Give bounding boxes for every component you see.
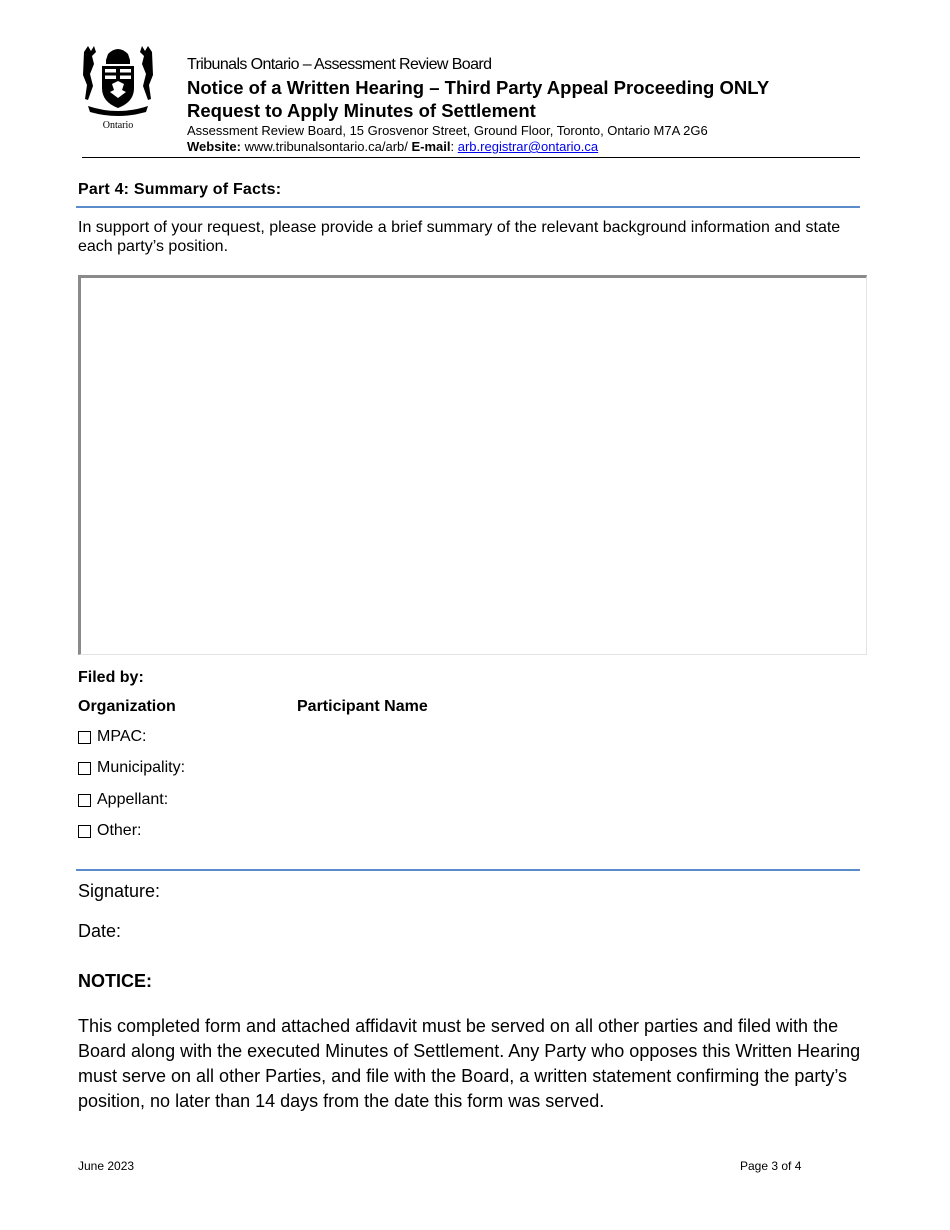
- contact-line: Website: www.tribunalsontario.ca/arb/ E-mail: arb.registrar@ontario.ca: [187, 139, 599, 154]
- form-subtitle: Request to Apply Minutes of Settlement: [187, 100, 536, 121]
- signature-label: Signature:: [78, 881, 161, 901]
- form-title: Notice of a Written Hearing – Third Party Appeal Proceeding ONLY: [187, 77, 770, 98]
- organization-name: Tribunals Ontario – Assessment Review Board: [187, 56, 492, 73]
- notice-heading: NOTICE:: [78, 971, 152, 991]
- checkbox-icon[interactable]: [78, 825, 91, 838]
- section-instructions: In support of your request, please provide a brief summary of the relevant background information and state each party’s position.: [78, 219, 841, 255]
- filed-by-label: Filed by:: [78, 669, 144, 686]
- svg-text:Ontario: Ontario: [102, 120, 134, 131]
- notice-body: This completed form and attached affidavit must be served on all other parties and filed with the Board along with the executed Minutes of Settlement. Any Party who opposes this Written Hearing must serve on all other Parties, and file with the Board, a written statement confirming the party’s position, no later than 14 days from the date this form was served.: [78, 1016, 861, 1111]
- board-address: Assessment Review Board, 15 Grosvenor Street, Ground Floor, Toronto, Ontario M7A 2G6: [187, 123, 708, 138]
- header-divider: [82, 157, 860, 158]
- email-label: E-mail: [411, 139, 451, 154]
- checkbox-icon[interactable]: [78, 762, 91, 775]
- checkbox-municipality[interactable]: [78, 759, 185, 777]
- checkbox-mpac[interactable]: [78, 728, 146, 746]
- email-link[interactable]: arb.registrar@ontario.ca: [457, 139, 599, 154]
- section-heading-part4: Part 4: Summary of Facts:: [78, 181, 282, 198]
- checkbox-other[interactable]: [78, 822, 141, 840]
- section-divider: [76, 206, 860, 208]
- participant-name-column-header: Participant Name: [297, 698, 428, 715]
- checkbox-label: Municipality:: [97, 759, 186, 776]
- website-label: Website:: [187, 139, 241, 154]
- ontario-coat-of-arms-logo: [78, 42, 158, 134]
- checkbox-icon[interactable]: [78, 731, 91, 744]
- checkbox-label: Appellant:: [97, 791, 169, 808]
- date-label: Date:: [78, 921, 122, 941]
- footer-date: June 2023: [78, 1159, 135, 1173]
- organization-column-header: Organization: [78, 698, 176, 715]
- summary-of-facts-textarea[interactable]: [78, 275, 867, 655]
- checkbox-icon[interactable]: [78, 794, 91, 807]
- footer-page-number: Page 3 of 4: [740, 1159, 802, 1173]
- section-divider: [76, 869, 860, 871]
- checkbox-appellant[interactable]: [78, 791, 168, 809]
- checkbox-label: Other:: [97, 822, 142, 839]
- checkbox-label: MPAC:: [97, 728, 147, 745]
- website-url: www.tribunalsontario.ca/arb/: [244, 139, 408, 154]
